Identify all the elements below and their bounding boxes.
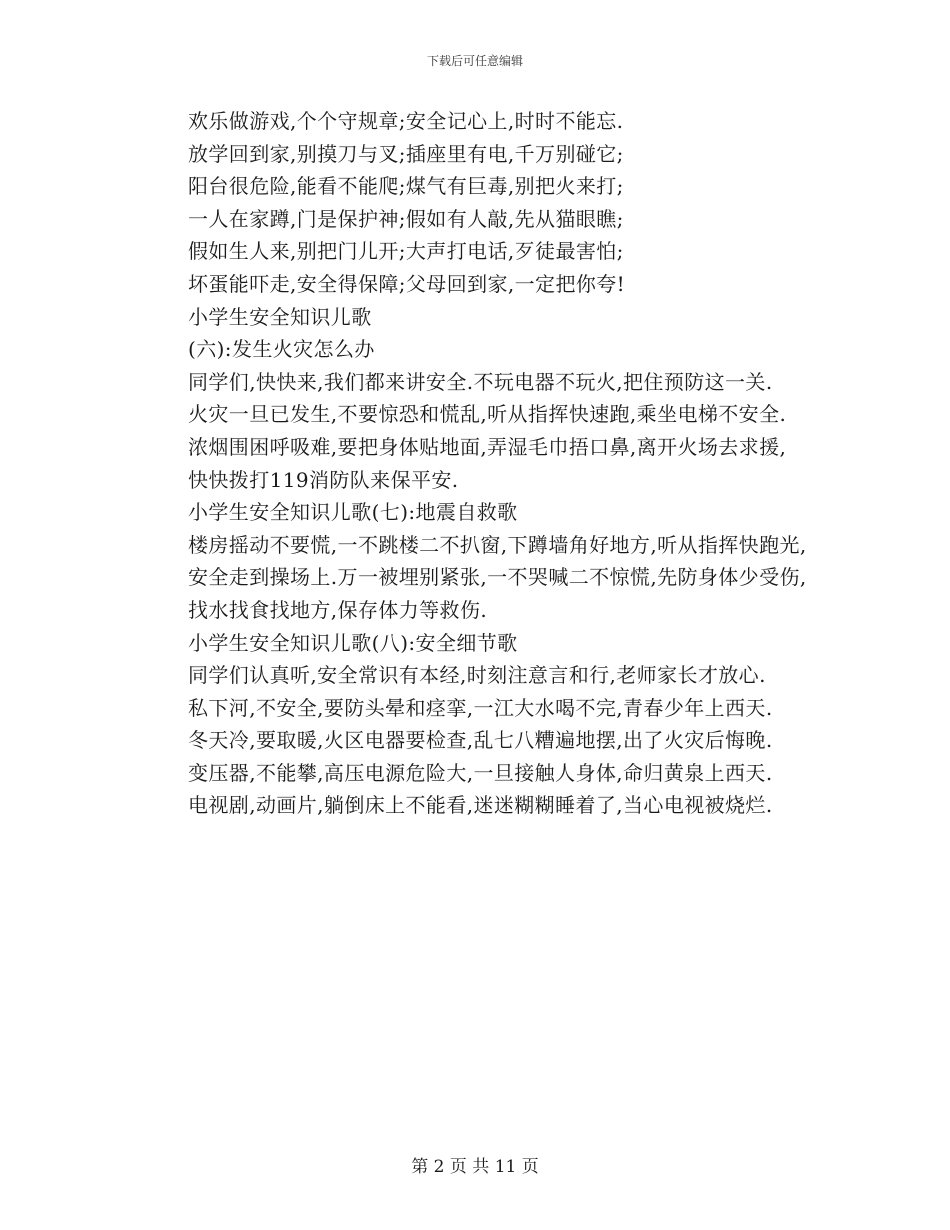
section-title: 小学生安全知识儿歌(七):地震自救歌 (188, 500, 518, 525)
paragraph: 浓烟围困呼吸难,要把身体贴地面,弄湿毛巾捂口鼻,离开火场去求援, (188, 434, 787, 459)
paragraph: 安全走到操场上.万一被埋别紧张,一不哭喊二不惊慌,先防身体少受伤, (188, 565, 807, 590)
paragraph: 假如生人来,别把门儿开;大声打电话,歹徒最害怕; (188, 239, 624, 264)
paragraph: 火灾一旦已发生,不要惊恐和慌乱,听从指挥快速跑,乘坐电梯不安全. (188, 402, 787, 427)
section-title: 小学生安全知识儿歌(八):安全细节歌 (188, 630, 518, 655)
paragraph: 快快拨打119消防队来保平安. (188, 467, 459, 492)
paragraph: 电视剧,动画片,躺倒床上不能看,迷迷糊糊睡着了,当心电视被烧烂. (188, 793, 773, 818)
section-subtitle: (六):发生火灾怎么办 (188, 337, 375, 362)
paragraph: 同学们认真听,安全常识有本经,时刻注意言和行,老师家长才放心. (188, 663, 766, 688)
paragraph: 阳台很危险,能看不能爬;煤气有巨毒,别把火来打; (188, 174, 624, 199)
paragraph: 变压器,不能攀,高压电源危险大,一旦接触人身体,命归黄泉上西天. (188, 760, 773, 785)
page-header: 下载后可任意编辑 (426, 54, 523, 68)
paragraph: 私下河,不安全,要防头晕和痉挛,一江大水喝不完,青春少年上西天. (188, 695, 773, 720)
paragraph: 一人在家蹲,门是保护神;假如有人敲,先从猫眼瞧; (188, 206, 624, 231)
page-number-footer: 第 2 页 共 11 页 (411, 1157, 539, 1177)
paragraph: 坏蛋能吓走,安全得保障;父母回到家,一定把你夸! (188, 271, 626, 296)
paragraph: 找水找食找地方,保存体力等救伤. (188, 597, 488, 622)
paragraph: 冬天冷,要取暖,火区电器要检查,乱七八糟遍地摆,出了火灾后悔晚. (188, 728, 773, 753)
document-body (142, 105, 810, 822)
section-title: 小学生安全知识儿歌 (188, 304, 372, 329)
paragraph: 欢乐做游戏,个个守规章;安全记心上,时时不能忘. (188, 109, 624, 133)
paragraph: 放学回到家,别摸刀与叉;插座里有电,千万别碰它; (188, 141, 624, 166)
paragraph: 同学们,快快来,我们都来讲安全.不玩电器不玩火,把住预防这一关. (188, 369, 773, 394)
paragraph: 楼房摇动不要慌,一不跳楼二不扒窗,下蹲墙角好地方,听从指挥快跑光, (188, 532, 807, 557)
